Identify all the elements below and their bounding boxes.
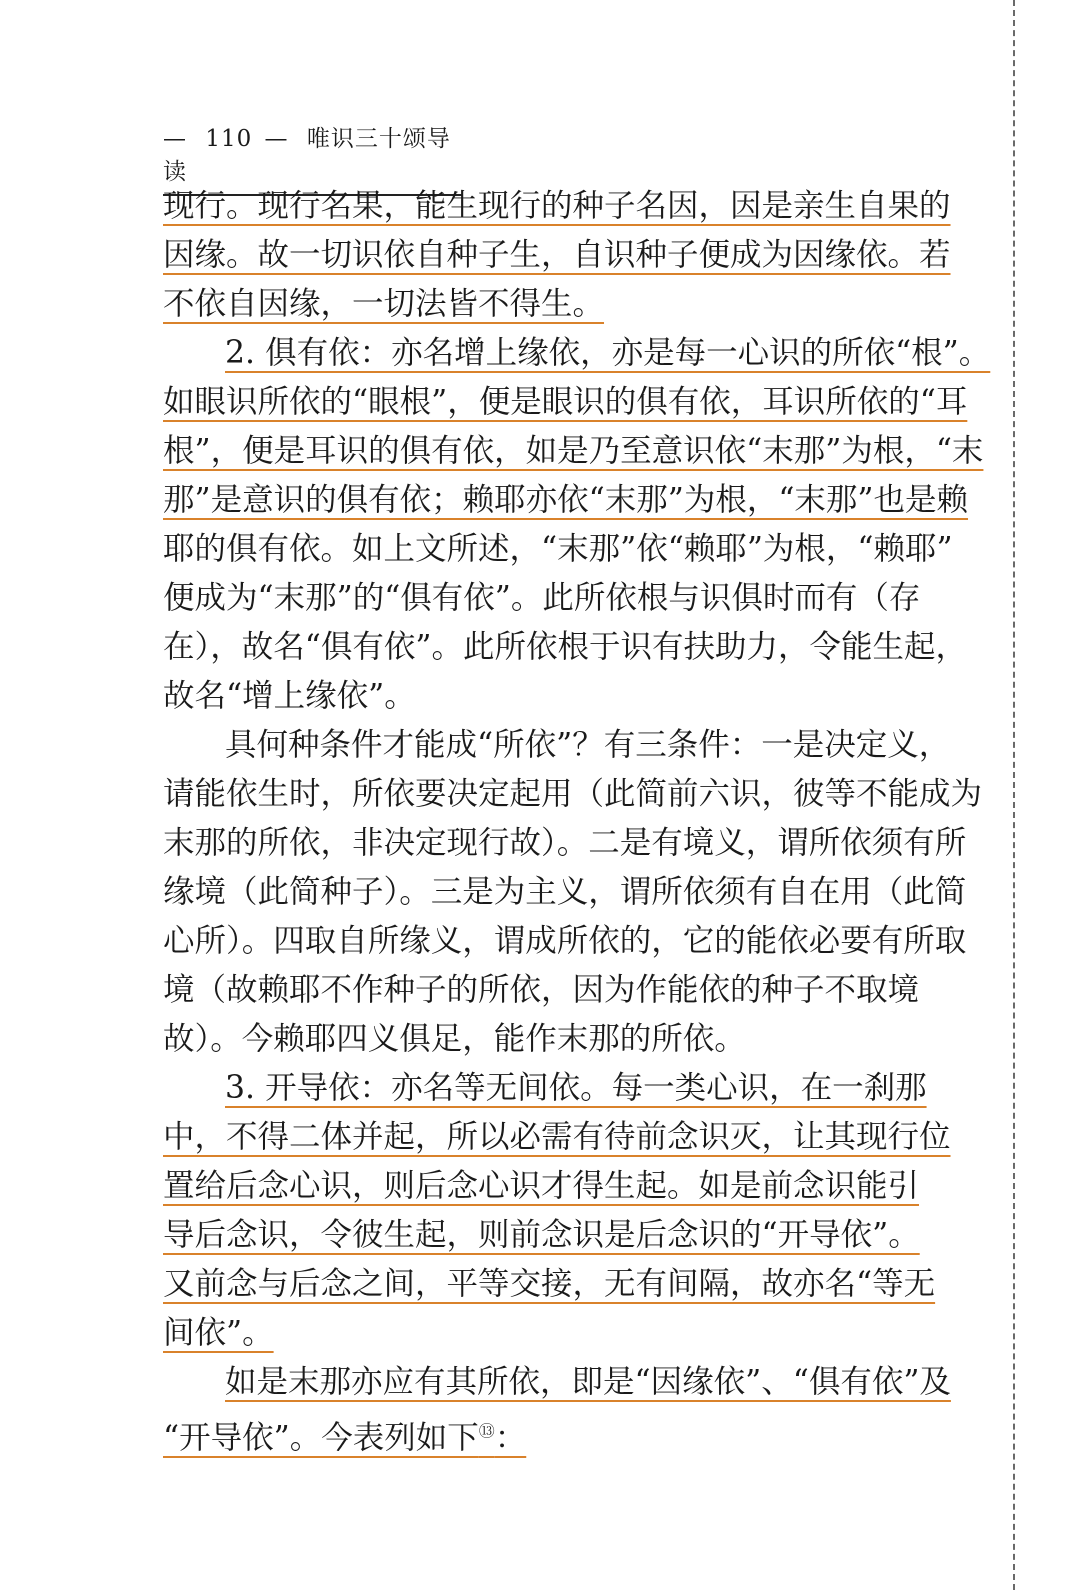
text-line: 不依自因缘，一切法皆不得生。 (163, 286, 605, 322)
body-text (163, 184, 991, 1458)
text-line: 故名“增上缘依”。 (163, 678, 416, 714)
text-line: 如眼识所依的“眼根”，便是眼识的俱有依，耳识所依的“耳 (163, 384, 968, 420)
page-edge-line (1013, 0, 1015, 1590)
text-line (163, 1409, 963, 1458)
header-dash-right: — (264, 126, 289, 152)
last-line-text: “开导依”。今表列如下⑬： (163, 1419, 527, 1456)
text-line: 3. 开导依：亦名等无间依。每一类心识，在一刹那 (225, 1070, 927, 1106)
text-line: 导后念识，令彼生起，则前念识是后念识的“开导依”。 (163, 1217, 920, 1253)
text-line: 置给后念心识，则后念心识才得生起。如是前念识能引 (163, 1168, 920, 1204)
text-line: 又前念与后念之间，平等交接，无有间隔，故亦名“等无 (163, 1266, 936, 1302)
page-number: 110 (205, 126, 253, 152)
text-line: 请能依生时，所依要决定起用（此简前六识，彼等不能成为 (163, 776, 983, 812)
text-line: 间依”。 (163, 1315, 274, 1351)
text-line: 便成为“末那”的“俱有依”。此所依根与识俱时而有（存 (163, 580, 921, 616)
trailing-colon: ： (494, 1419, 527, 1456)
text-line: 境（故赖耶不作种子的所依，因为作能依的种子不取境 (163, 972, 920, 1008)
text-line: 具何种条件才能成“所依”？有三条件：一是决定义， (225, 727, 951, 763)
text-line: 缘境（此简种子）。三是为主义，谓所依须有自在用（此简 (163, 874, 967, 910)
book-title: 唯识三十颂导读 (163, 126, 451, 185)
text-line: 2. 俱有依：亦名增上缘依，亦是每一心识的所依“根”。 (225, 335, 991, 371)
text-line: 如是末那亦应有其所依，即是“因缘依”、“俱有依”及 (225, 1364, 951, 1400)
text-line: 耶的俱有依。如上文所述，“末那”依“赖耶”为根，“赖耶” (163, 531, 953, 567)
text-line: 根”，便是耳识的俱有依，如是乃至意识依“末那”为根，“末 (163, 433, 984, 469)
text-line: 在），故名“俱有依”。此所依根于识有扶助力，令能生起， (163, 629, 967, 665)
text-line: 心所）。四取自所缘义，谓成所依的，它的能依必要有所取 (163, 923, 967, 959)
text-line: 因缘。故一切识依自种子生，自识种子便成为因缘依。若 (163, 237, 951, 273)
text-line: 末那的所依，非决定现行故）。二是有境义，谓所依须有所 (163, 825, 967, 861)
header-dash-left: — (163, 126, 187, 152)
text-line: 现行。现行名果，能生现行的种子名因，因是亲生自果的 (163, 188, 951, 224)
text-line: 中，不得二体并起，所以必需有待前念识灭，让其现行位 (163, 1119, 951, 1155)
text-line: 那”是意识的俱有依；赖耶亦依“末那”为根，“末那”也是赖 (163, 482, 969, 518)
footnote-marker: ⑬ (478, 1421, 495, 1440)
text-line: 故）。今赖耶四义俱足，能作末那的所依。 (163, 1021, 746, 1057)
